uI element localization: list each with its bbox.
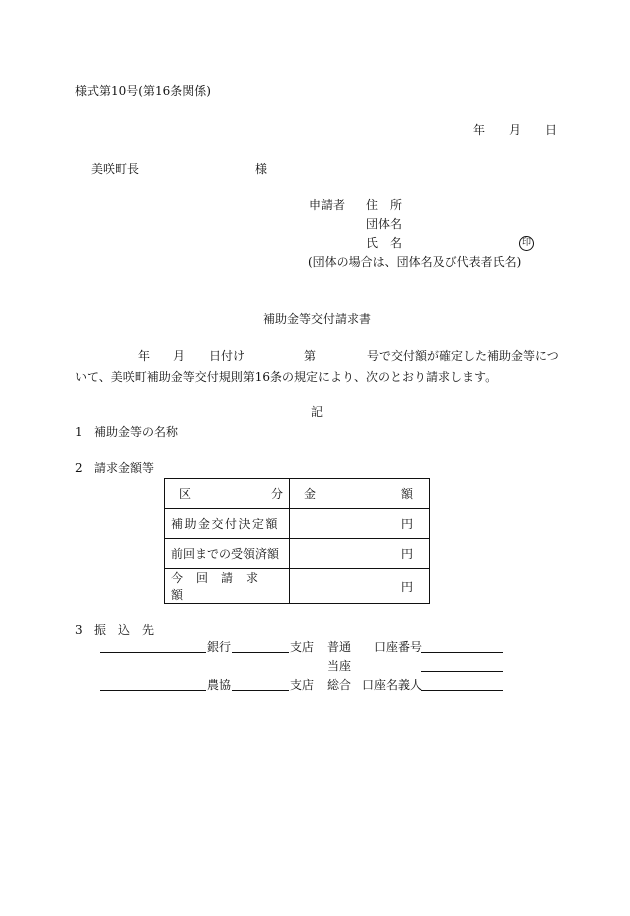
body-line1-rest: 号で交付額が確定した補助金等につ xyxy=(367,349,559,363)
seal-mark: 印 xyxy=(519,236,534,251)
row-amount: 円 xyxy=(290,569,430,604)
futsu-label: 普通 xyxy=(327,640,352,654)
applicant-label: 申請者 xyxy=(309,198,346,212)
sogo-label: 総合 xyxy=(327,678,352,692)
item2-number: 2 xyxy=(75,461,83,475)
row-label xyxy=(165,539,290,569)
item1-label: 補助金等の名称 xyxy=(94,425,179,439)
addressee-honorific: 様 xyxy=(255,162,268,176)
addressee-name: 美咲町長 xyxy=(91,162,140,176)
body-year: 年 xyxy=(138,349,151,363)
row-label-text: 前回までの受領済額 xyxy=(171,547,280,561)
header-category xyxy=(165,479,290,509)
table-header-row xyxy=(165,479,430,509)
amount-table xyxy=(164,478,430,604)
group-label: 団体名 xyxy=(366,217,403,231)
name-label: 氏 名 xyxy=(366,236,403,250)
header-amount-char1: 金 xyxy=(304,487,317,501)
date-day: 日 xyxy=(545,123,558,137)
bank-label: 銀行 xyxy=(207,640,232,654)
form-number: 様式第10号(第16条関係) xyxy=(75,84,211,98)
nokyo-name-line xyxy=(100,690,206,691)
document-title: 補助金等交付請求書 xyxy=(263,312,372,326)
applicant-note: (団体の場合は、団体名及び代表者氏名) xyxy=(308,255,522,269)
nokyo-label: 農協 xyxy=(207,678,232,692)
row-label-text: 今回請求額 xyxy=(171,571,272,602)
header-amount-char2: 額 xyxy=(400,487,413,501)
item3-label: 振 込 先 xyxy=(94,623,155,637)
address-label: 住 所 xyxy=(366,198,403,212)
bank-name-line xyxy=(100,652,206,653)
ki-heading: 記 xyxy=(311,405,324,419)
header-amount xyxy=(290,479,430,509)
body-month: 月 xyxy=(173,349,186,363)
account-number-line xyxy=(421,652,503,653)
header-category-char2: 分 xyxy=(270,487,283,501)
account-number-line-2 xyxy=(421,671,503,672)
table-row xyxy=(165,569,430,604)
table-row xyxy=(165,509,430,539)
body-date: 日付け xyxy=(209,349,246,363)
branch-name-line xyxy=(232,652,289,653)
date-month: 月 xyxy=(509,123,522,137)
branch2-name-line xyxy=(232,690,289,691)
item2-label: 請求金額等 xyxy=(94,461,155,475)
date-year: 年 xyxy=(473,123,486,137)
touza-label: 当座 xyxy=(327,659,352,673)
row-label-text: 補助金交付決定額 xyxy=(171,517,280,531)
account-number-label: 口座番号 xyxy=(374,640,423,654)
row-amount: 円 xyxy=(290,509,430,539)
branch2-label: 支店 xyxy=(290,678,315,692)
body-no: 第 xyxy=(304,349,317,363)
item1-number: 1 xyxy=(75,425,83,439)
account-holder-line xyxy=(421,690,503,691)
header-category-char1: 区 xyxy=(179,487,192,501)
row-label xyxy=(165,509,290,539)
branch-label: 支店 xyxy=(290,640,315,654)
item3-number: 3 xyxy=(75,623,83,637)
account-holder-label: 口座名義人 xyxy=(362,678,423,692)
row-amount: 円 xyxy=(290,539,430,569)
table-row xyxy=(165,539,430,569)
row-label xyxy=(165,569,290,604)
body-line2: いて、美咲町補助金等交付規則第16条の規定により、次のとおり請求します。 xyxy=(75,370,498,384)
